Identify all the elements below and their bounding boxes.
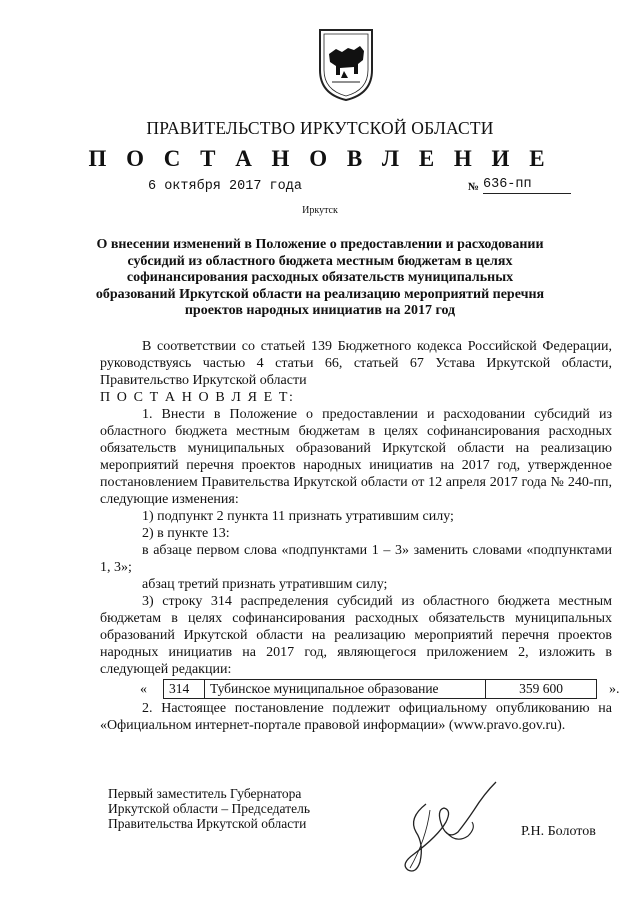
government-name: ПРАВИТЕЛЬСТВО ИРКУТСКОЙ ОБЛАСТИ (146, 118, 494, 138)
paragraph-1-item-3: 3) строку 314 распределения субсидий из областного бюджета местным бюджетам в целях софинансирования расходных обязательств муниципальных образований Иркутской области на реализацию мероприятий перечня проектов народных инициатив на 2017 год, являющегося приложением 2, изложить в следующей редакции: (100, 594, 612, 677)
position-line-1: Первый заместитель Губернатора (108, 786, 302, 801)
coat-of-arms-icon (314, 24, 378, 104)
document-date: 6 октября 2017 года (148, 179, 302, 194)
paragraph-1-item-2a: в абзаце первом слова «подпунктами 1 – 3» заменить словами «подпунктами 1, 3»; (100, 543, 612, 575)
position-line-2: Иркутской области – Председатель (108, 801, 310, 816)
document-body (100, 338, 620, 734)
document-city: Иркутск (302, 205, 338, 216)
signatory-position (108, 786, 310, 831)
subsidy-table-row (163, 679, 597, 699)
document-number: 636-пп (483, 177, 571, 194)
paragraph-1: 1. Внести в Положение о предоставлении и расходовании субсидий из областного бюджета местным бюджетам в целях софинансирования расходных обязательств муниципальных образований Иркутской области на реализацию мероприятий перечня проектов народных инициатив на 2017 год, утвержденное постановлением Правительства Иркутской области от 12 апреля 2017 года № 240-пп, следующие изменения: (100, 407, 612, 507)
position-line-3: Правительства Иркутской области (108, 816, 307, 831)
paragraph-2: 2. Настоящее постановление подлежит официальному опубликованию на «Официальном интернет-портале правовой информации» (www.pravo.gov.ru). (100, 701, 612, 733)
row-number-cell: 314 (164, 680, 205, 698)
replacement-row (100, 679, 620, 699)
handwritten-signature-icon (386, 770, 506, 880)
document-type: П О С Т А Н О В Л Е Н И Е (88, 146, 552, 171)
quote-close: ». (609, 681, 620, 697)
amount-cell: 359 600 (519, 681, 563, 696)
paragraph-1-item-2: 2) в пункте 13: (142, 526, 230, 541)
signatory-name: Р.Н. Болотов (521, 824, 596, 839)
preamble: В соответствии со статьей 139 Бюджетного кодекса Российской Федерации, руководствуясь частью 4 статьи 66, статьей 67 Устава Иркутской области, Правительство Иркутской области (100, 339, 612, 388)
quote-open: « (140, 681, 147, 697)
number-label: № (468, 181, 480, 193)
paragraph-1-item-2b: абзац третий признать утратившим силу; (142, 577, 388, 592)
paragraph-1-item-1: 1) подпункт 2 пункта 11 признать утратившим силу; (142, 509, 454, 524)
document-title: О внесении изменений в Положение о предоставлении и расходовании субсидий из областного бюджета местным бюджетам в целях софинансирования расходных обязательств муниципальных образований Иркутской области на реализацию мероприятий перечня проектов народных инициатив на 2017 год (95, 237, 545, 319)
municipality-cell: Тубинское муниципальное образование (205, 680, 486, 698)
resolves-heading: П О С Т А Н О В Л Я Е Т: (100, 390, 295, 405)
